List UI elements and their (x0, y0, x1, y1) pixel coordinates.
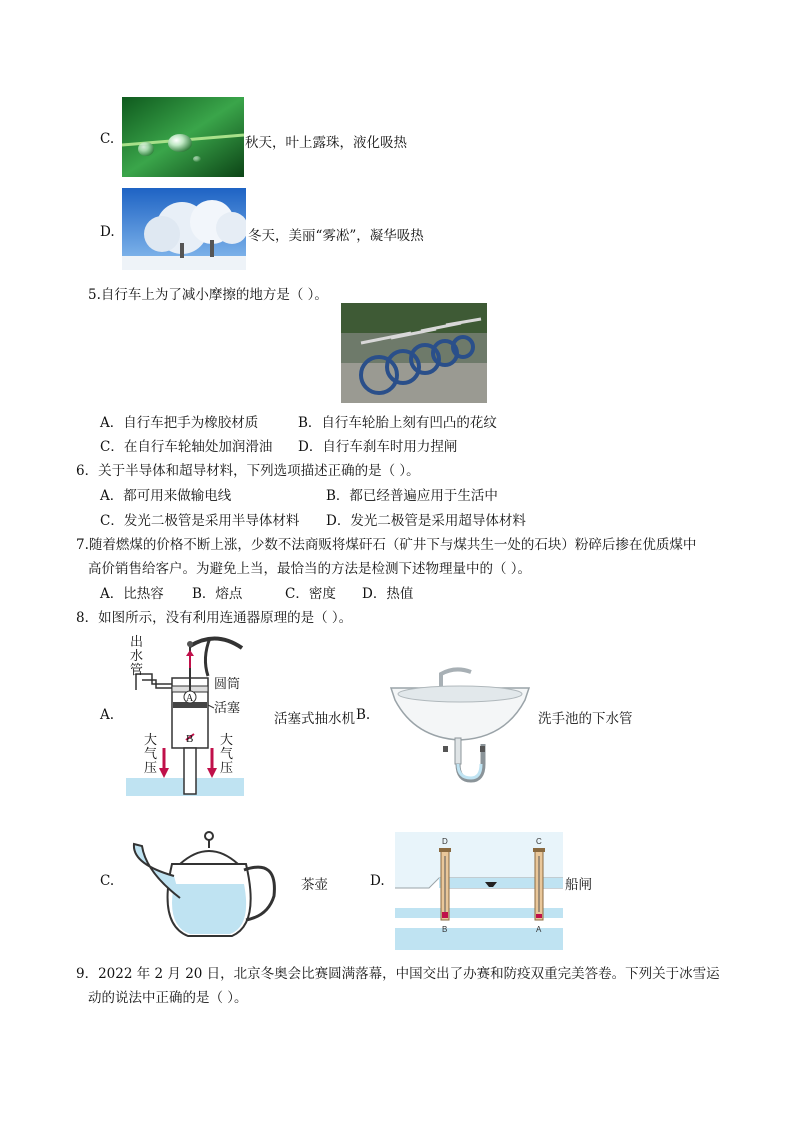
atm-right-2: 气 (220, 746, 234, 761)
q9-stem-line1: 9．2022 年 2 月 20 日，北京冬奥会比赛圆满落幕，中国交出了办赛和防疫双重完美答卷。下列关于冰雪运 (76, 966, 720, 982)
q8-option-a-letter: A. (100, 707, 115, 723)
atm-left-1: 大 (144, 732, 158, 747)
q8-stem: 8．如图所示，没有利用连通器原理的是（ ）。 (76, 610, 353, 626)
q7-option-c: C．密度 (285, 586, 336, 602)
q7-option-d: D．热值 (362, 586, 414, 602)
atm-right-1: 大 (220, 732, 234, 747)
outlet-label-3: 管 (130, 662, 144, 677)
q4-option-d-letter: D. (100, 224, 115, 240)
gate-c-label: C (536, 837, 542, 846)
q5-option-c: C．在自行车轮轴处加润滑油 (100, 439, 273, 455)
q7-stem-line1: 7.随着燃煤的价格不断上涨，少数不法商贩将煤矸石（矿井下与煤共生一处的石块）粉碎后掺在优质煤中 (76, 537, 697, 553)
q6-option-a: A．都可用来做输电线 (100, 488, 232, 504)
bicycles-photo (341, 303, 487, 403)
q7-option-a: A．比热容 (100, 586, 164, 602)
outlet-label-2: 水 (130, 648, 144, 663)
atm-left-2: 气 (144, 746, 158, 761)
q8-option-b-letter: B. (356, 707, 371, 723)
ship-lock-diagram (395, 832, 563, 950)
cylinder-label: 圆筒 (214, 676, 241, 691)
gate-d-label: D (442, 837, 448, 846)
rime-trees-photo (122, 188, 246, 270)
gate-a-label: A (536, 925, 542, 934)
q8-option-c-letter: C. (100, 873, 115, 889)
q5-option-b: B．自行车轮胎上刻有凹凸的花纹 (298, 415, 497, 431)
q4-option-d-caption: 冬天，美丽“雾凇”，凝华吸热 (248, 228, 424, 244)
piston-pump-diagram (120, 628, 272, 800)
wash-basin-drain-diagram (385, 660, 535, 798)
q8-option-d-caption: 船闸 (565, 877, 592, 893)
q5-option-d: D．自行车刹车时用力捏闸 (298, 439, 458, 455)
q4-option-c-letter: C. (100, 131, 115, 147)
valve-a-label: A (186, 693, 194, 704)
q6-stem: 6．关于半导体和超导材料，下列选项描述正确的是（ ）。 (76, 463, 420, 479)
dew-drop-leaf-photo (122, 97, 244, 177)
q5-option-a: A．自行车把手为橡胶材质 (100, 415, 259, 431)
q7-stem-line2: 高价销售给客户。为避免上当，最恰当的方法是检测下述物理量中的（ ）。 (88, 561, 532, 577)
q6-option-b: B．都已经普遍应用于生活中 (326, 488, 498, 504)
q8-option-d-letter: D. (370, 873, 385, 889)
outlet-label-1: 出 (130, 634, 144, 649)
q6-option-c: C．发光二极管是采用半导体材料 (100, 513, 300, 529)
q7-option-b: B．熔点 (192, 586, 243, 602)
valve-b-label: B (186, 733, 194, 745)
q5-stem: 5.自行车上为了减小摩擦的地方是（ ）。 (88, 287, 328, 303)
gate-b-label: B (442, 925, 448, 934)
piston-label: 活塞 (214, 700, 241, 715)
teapot-diagram (128, 824, 282, 942)
q8-option-b-caption: 洗手池的下水管 (538, 711, 633, 727)
atm-left-3: 压 (144, 760, 158, 775)
q8-option-a-caption: 活塞式抽水机 (274, 711, 355, 727)
q8-option-c-caption: 茶壶 (301, 877, 328, 893)
q9-stem-line2: 动的说法中正确的是（ ）。 (88, 990, 248, 1006)
q4-option-c-caption: 秋天，叶上露珠，液化吸热 (245, 135, 407, 151)
q6-option-d: D．发光二极管是采用超导体材料 (326, 513, 526, 529)
atm-right-3: 压 (220, 760, 234, 775)
